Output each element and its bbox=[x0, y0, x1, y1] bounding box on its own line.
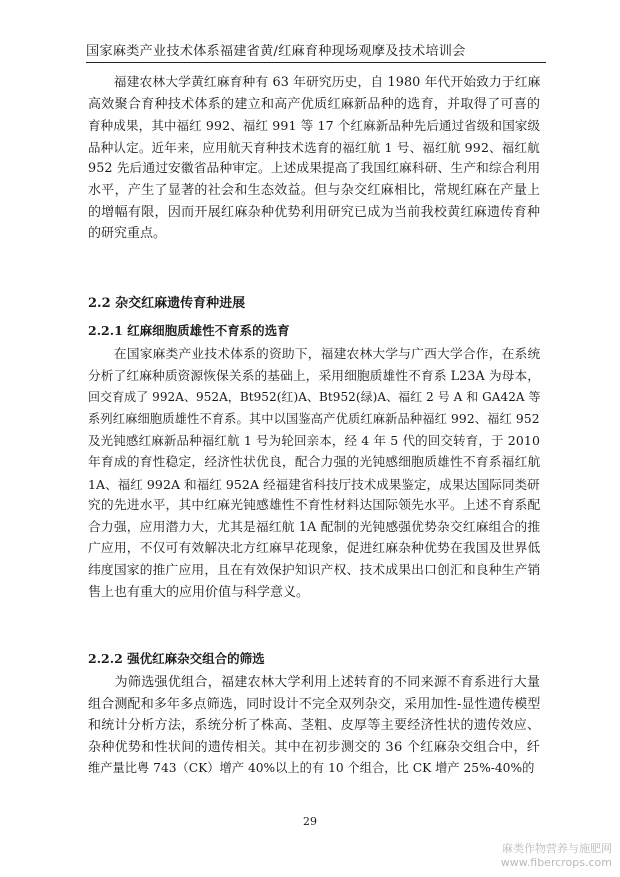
text-line: 究的先进水平，其中红麻光钝感雄性不育性材料达国际领先水平。上述不育系配 bbox=[88, 498, 541, 514]
section-2-2-1-paragraph bbox=[88, 344, 540, 603]
text-line: 高效聚合育种技术体系的建立和高产优质红麻新品种的选育，并取得了可喜的 bbox=[88, 96, 541, 112]
text-line: 1A、福红 992A 和福红 952A 经福建省科技厅技术成果鉴定，成果达国际同类研 bbox=[88, 476, 540, 492]
site-watermark bbox=[501, 842, 612, 870]
section-2-2-2-paragraph bbox=[88, 672, 540, 780]
text-line: 育种成果，其中福红 992、福红 991 等 17 个红麻新品种先后通过省级和国家级 bbox=[88, 118, 541, 134]
text-line: 952 先后通过安徽省品种审定。上述成果提高了我国红麻科研、生产和综合利用 bbox=[88, 161, 541, 177]
text-line: 纬度国家的推广应用，且在有效保护知识产权、技术成果出口创汇和良种生产销 bbox=[88, 562, 541, 578]
section-heading-2-2-2: 2.2.2 强优红麻杂交组合的筛选 bbox=[88, 651, 265, 666]
section-heading-2-2: 2.2 杂交红麻遗传育种进展 bbox=[88, 296, 246, 311]
page-number: 29 bbox=[303, 815, 317, 828]
text-line: 组合测配和多年多点筛选，同时设计不完全双列杂交，采用加性-显性遗传模型 bbox=[88, 696, 541, 712]
text-line: 系列红麻细胞质雄性不育系。其中以国鉴高产优质红麻新品种福红 992、福红 952 bbox=[88, 411, 540, 426]
text-line: 回交育成了 992A、952A，Bt952(红)A、Bt952(绿)A、福红 2 号 A 和 GA42A 等 bbox=[88, 390, 541, 405]
text-line: 分析了红麻种质资源恢保关系的基础上，采用细胞质雄性不育系 L23A 为母本， bbox=[88, 368, 541, 384]
text-line: 在国家麻类产业技术体系的资助下，福建农林大学与广西大学合作，在系统 bbox=[88, 347, 541, 362]
section-heading-2-2-1: 2.2.1 红麻细胞质雄性不育系的选育 bbox=[88, 323, 290, 338]
watermark-url: www.fibercrops.com bbox=[500, 856, 612, 869]
header-rule bbox=[86, 62, 546, 63]
text-line: 的研究重点。 bbox=[88, 226, 167, 242]
text-line: 合力强，应用潜力大，尤其是福红航 1A 配制的光钝感强优势杂交红麻组合的推 bbox=[88, 519, 541, 535]
text-line: 品种认定。近年来，应用航天育种技术选育的福红航 1 号、福红航 992、福红航 bbox=[88, 139, 540, 155]
text-line: 年育成的育性稳定，经济性状优良，配合力强的光钝感细胞质雄性不育系福红航 bbox=[88, 454, 541, 470]
text-line: 和统计分析方法，系统分析了株高、茎粗、皮厚等主要经济性状的遗传效应、 bbox=[88, 718, 541, 734]
intro-paragraph bbox=[88, 72, 540, 245]
text-line: 水平，产生了显著的社会和生态效益。但与杂交红麻相比，常规红麻在产量上 bbox=[88, 182, 541, 198]
running-header: 国家麻类产业技术体系福建省黄/红麻育种现场观摩及技术培训会 bbox=[86, 44, 466, 59]
text-line: 为筛选强优组合，福建农林大学利用上述转育的不同来源不育系进行大量 bbox=[88, 675, 541, 690]
text-line: 售上也有重大的应用价值与科学意义。 bbox=[88, 584, 310, 600]
watermark-site-name: 麻类作物营养与施肥网 bbox=[502, 842, 612, 855]
text-line: 维产量比粤 743（CK）增产 40%以上的有 10 个组合，比 CK 增产 25%-40%的 bbox=[88, 761, 535, 776]
text-line: 的增幅有限，因而开展红麻杂种优势利用研究已成为当前我校黄红麻遗传育种 bbox=[88, 204, 541, 220]
text-line: 及光钝感红麻新品种福红航 1 号为轮回亲本，经 4 年 5 代的回交转育，于 2010 bbox=[88, 433, 541, 449]
text-line: 杂种优势和性状间的遗传相关。其中在初步测交的 36 个红麻杂交组合中，纤 bbox=[88, 739, 541, 755]
text-line: 福建农林大学黄红麻育种有 63 年研究历史，自 1980 年代开始致力于红麻 bbox=[88, 75, 541, 90]
text-line: 广应用，不仅可有效解决北方红麻早花现象，促进红麻杂种优势在我国及世界低 bbox=[88, 541, 541, 557]
